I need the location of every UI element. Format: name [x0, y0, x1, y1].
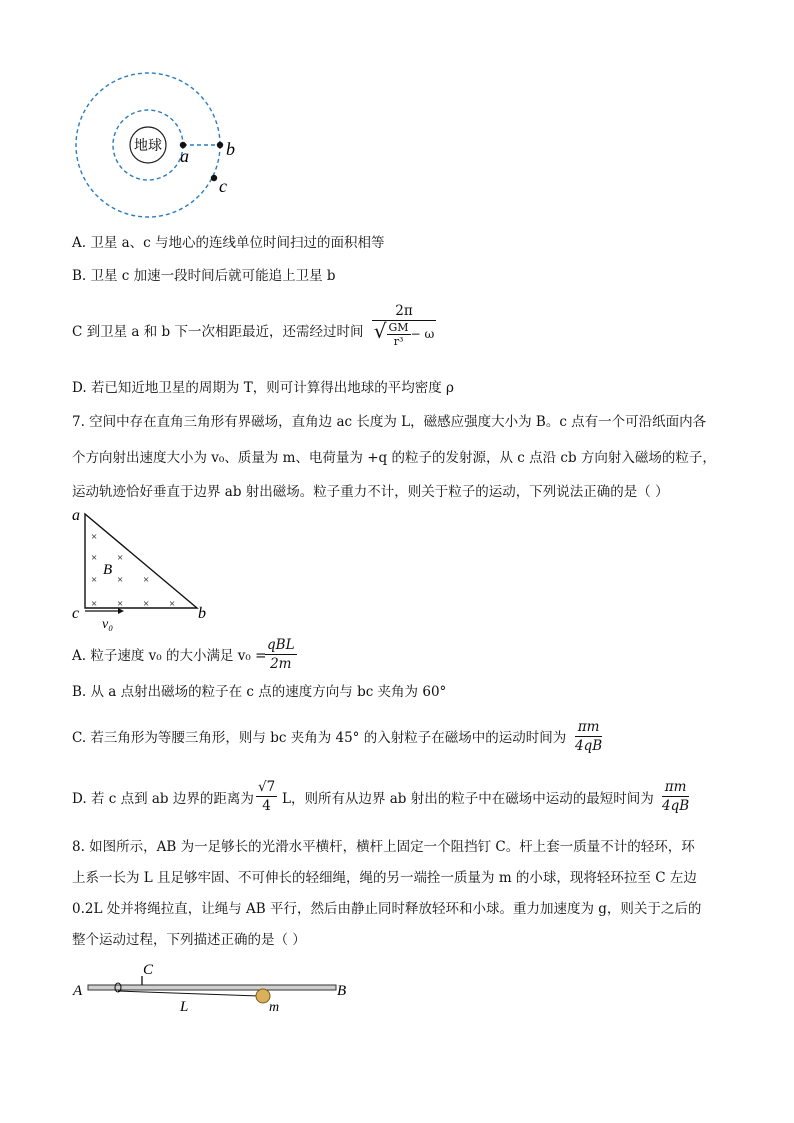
horizontal-rod [88, 985, 336, 990]
label-L: L [180, 999, 189, 1015]
q6-c-gm: GM [388, 321, 409, 334]
q8-stem-line2: 上系一长为 L 且足够牢固、不可伸长的轻细绳，绳的另一端拴一质量为 m 的小球，现将轻环拉至 C 左边 [72, 870, 697, 886]
label-c: c [219, 176, 227, 196]
cross-mark: × [91, 598, 98, 610]
q7-option-c-text: C. 若三角形为等腰三角形，则与 bc 夹角为 45° 的入射粒子在磁场中的运动时间为 [72, 730, 567, 746]
q7-c-denominator: 4qB [575, 738, 603, 754]
q6-option-b: B. 卫星 c 加速一段时间后就可能追上卫星 b [72, 268, 336, 284]
triangle-diagram [70, 504, 220, 632]
q7-option-d-text1: D. 若 c 点到 ab 边界的距离为 [72, 791, 254, 807]
q7-option-a-text: A. 粒子速度 v₀ 的大小满足 v₀ = [72, 648, 267, 664]
q6-c-r3: r³ [393, 335, 404, 348]
earth-label: 地球 [134, 138, 162, 154]
q6-option-c-text: C 到卫星 a 和 b 下一次相距最近，还需经过时间 [72, 324, 364, 340]
q8-stem-line1: 8. 如图所示，AB 为一足够长的光滑水平横杆，横杆上固定一个阻挡钉 C。杆上套一质量不计的轻环，环 [72, 839, 695, 855]
cross-mark: × [143, 598, 150, 610]
q7-option-d-fraction1 [256, 778, 277, 815]
q7-option-c-fraction [575, 718, 602, 755]
cross-mark: × [117, 552, 124, 564]
cross-mark: × [91, 531, 98, 543]
label-C: C [143, 962, 154, 978]
vertex-c: c [72, 605, 80, 622]
label-A: A [73, 983, 83, 999]
ball [256, 989, 270, 1003]
label-a: a [180, 146, 189, 166]
q8-stem-line4: 整个运动过程，下列描述正确的是（ ） [72, 932, 306, 948]
orbit-diagram [70, 70, 260, 220]
vertex-a: a [72, 507, 80, 524]
label-B: B [337, 983, 347, 999]
q6-c-denominator: √ $\frac{GM}{\text{r³}}$ − ω [373, 319, 435, 348]
q7-stem-line3: 运动轨迹恰好垂直于边界 ab 射出磁场。粒子重力不计，则关于粒子的运动，下列说法正确的是（ ） [72, 484, 669, 500]
q7-d-numerator: πm [662, 778, 689, 797]
cross-mark: × [91, 552, 98, 564]
satellite-b [217, 142, 223, 148]
q6-option-c-fraction [372, 302, 436, 348]
cross-mark: × [117, 598, 124, 610]
q7-d-four: 4 [262, 798, 271, 814]
q7-option-d-text2: L，则所有从边界 ab 射出的粒子中在磁场中运动的最短时间为 [282, 791, 654, 807]
label-m: m [269, 1000, 280, 1015]
cross-mark: × [91, 574, 98, 586]
vertex-b: b [198, 605, 206, 622]
q7-stem-line2: 个方向射出速度大小为 v₀、质量为 m、电荷量为 +q 的粒子的发射源，从 c 点沿 cb 方向射入磁场的粒子， [72, 450, 716, 466]
q7-d-sqrt7: √7 [258, 779, 276, 795]
cross-mark: × [143, 574, 150, 586]
q7-option-a-fraction [265, 636, 297, 673]
cross-mark: × [117, 574, 124, 586]
q6-option-a: A. 卫星 a、c 与地心的连线单位时间扫过的面积相等 [72, 235, 385, 251]
q7-a-denominator: 2m [270, 656, 292, 672]
field-label: B [103, 562, 113, 578]
q6-c-numerator: 2π [372, 302, 436, 321]
q7-c-numerator: πm [575, 718, 602, 737]
q7-d-denominator: 4qB [662, 798, 690, 814]
triangle-boundary [85, 514, 197, 608]
velocity-label: v₀ [102, 617, 114, 632]
string [118, 991, 260, 996]
label-b: b [226, 139, 235, 159]
q7-stem-line1: 7. 空间中存在直角三角形有界磁场，直角边 ac 长度为 L，磁感应强度大小为 B。c 点有一个可沿纸面内各 [72, 414, 707, 430]
satellite-c [211, 175, 217, 181]
q6-option-d: D. 若已知近地卫星的周期为 T，则可计算得出地球的平均密度 ρ [72, 380, 454, 396]
q8-stem-line3: 0.2L 处并将绳拉直，让绳与 AB 平行，然后由静止同时释放轻环和小球。重力加速度为 g，则关于之后的 [72, 901, 702, 917]
q7-option-d-fraction2 [662, 778, 689, 815]
q7-a-numerator: qBL [267, 637, 295, 653]
rod-diagram [70, 955, 360, 1017]
q6-c-omega: − ω [410, 327, 435, 341]
cross-mark: × [169, 598, 176, 610]
q7-option-b: B. 从 a 点射出磁场的粒子在 c 点的速度方向与 bc 夹角为 60° [72, 684, 447, 700]
